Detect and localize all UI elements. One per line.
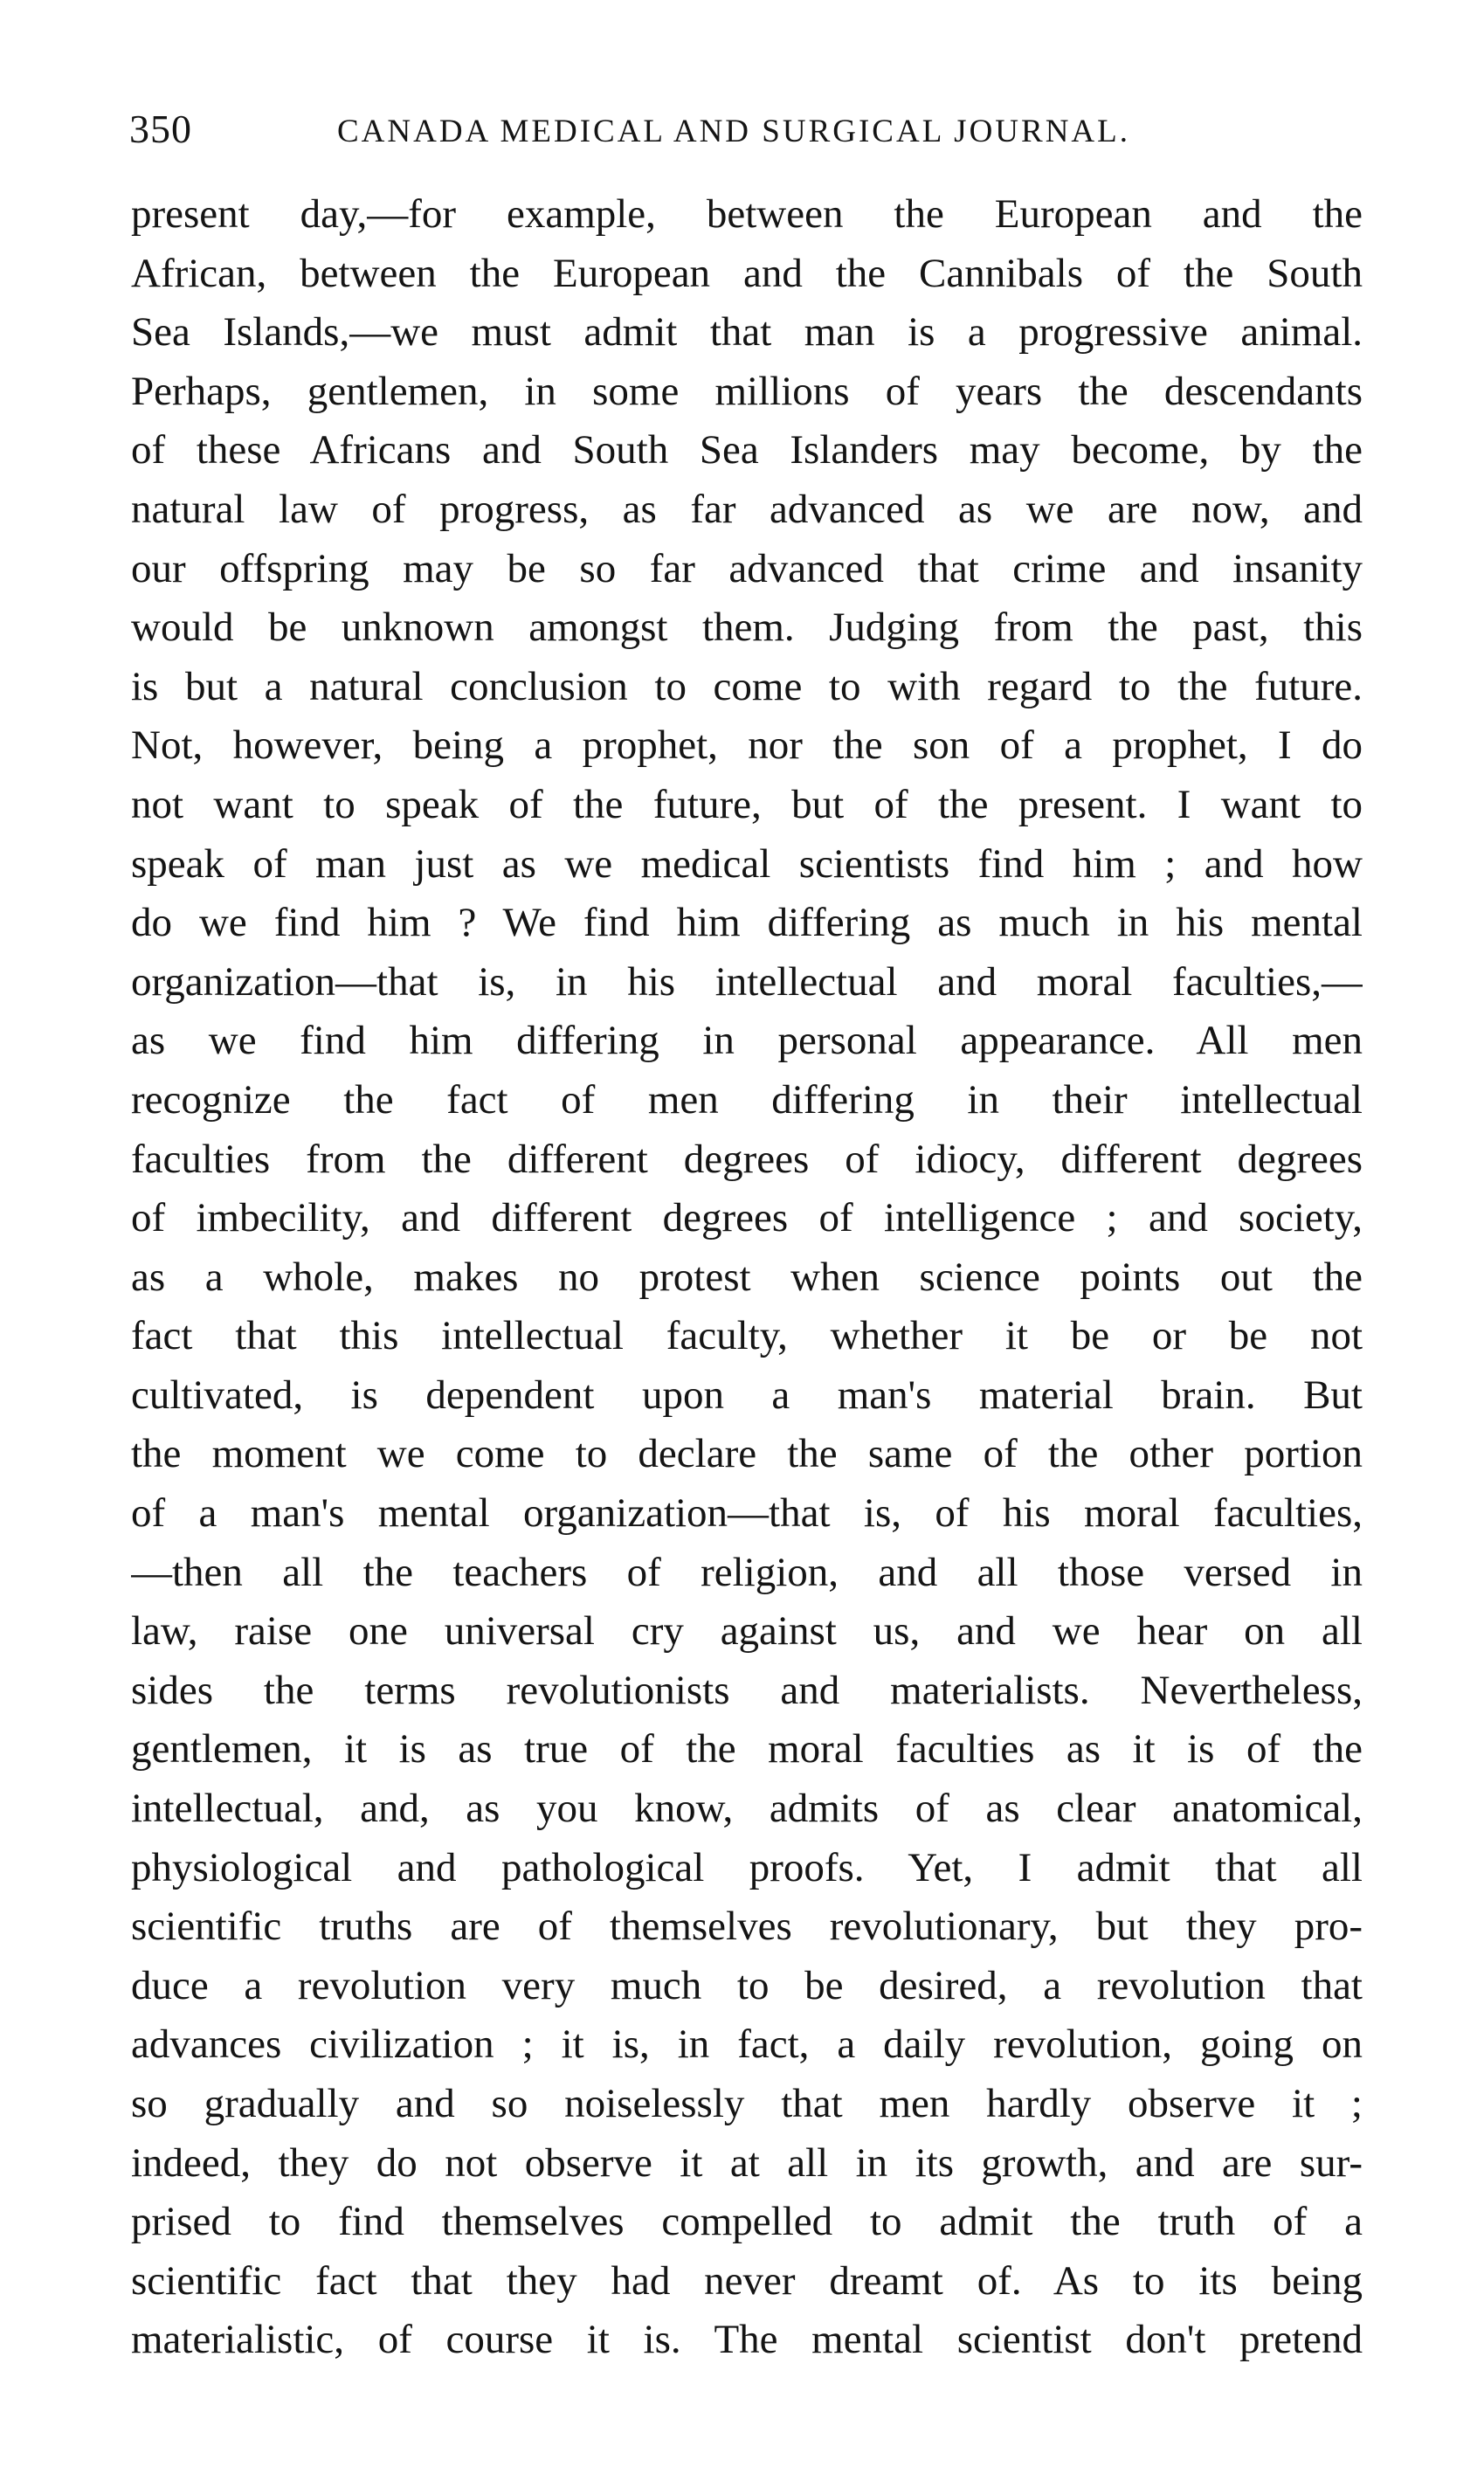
text-line: organization—that is, in his intellectual and moral faculties,— xyxy=(131,958,1363,1005)
text-line: gentlemen, it is as true of the moral faculties as it is of the xyxy=(131,1726,1363,1773)
journal-title: CANADA MEDICAL AND SURGICAL JOURNAL. xyxy=(337,114,1130,149)
text-line: of a man's mental organization—that is, of his moral faculties, xyxy=(131,1490,1363,1537)
text-line: as we find him differing in personal appearance. All men xyxy=(131,1018,1363,1064)
text-line: advances civilization ; it is, in fact, a daily revolution, going on xyxy=(131,2021,1363,2068)
text-line: African, between the European and the Cannibals of the South xyxy=(131,250,1363,296)
text-line: recognize the fact of men differing in their intellectual xyxy=(131,1076,1363,1123)
text-line: intellectual, and, as you know, admits of as clear anatomical, xyxy=(131,1786,1363,1832)
text-line: not want to speak of the future, but of the present. I want to xyxy=(131,781,1363,827)
text-line: is but a natural conclusion to come to with regard to the future. xyxy=(131,663,1363,709)
text-line: the moment we come to declare the same of the other portion xyxy=(131,1431,1363,1477)
text-line: law, raise one universal cry against us, and we hear on all xyxy=(131,1608,1363,1655)
text-line: would be unknown amongst them. Judging from the past, this xyxy=(131,605,1363,651)
text-line: cultivated, is dependent upon a man's material brain. But xyxy=(131,1372,1363,1418)
text-line: natural law of progress, as far advanced as we are now, and xyxy=(131,486,1363,532)
text-line: sides the terms revolutionists and materialists. Nevertheless, xyxy=(131,1667,1363,1713)
text-line: indeed, they do not observe it at all in its growth, and are sur- xyxy=(131,2139,1363,2186)
text-line: as a whole, makes no protest when science points out the xyxy=(131,1254,1363,1300)
text-line: do we find him ? We find him differing as much in his mental xyxy=(131,900,1363,946)
text-line: so gradually and so noiselessly that men hardly observe it ; xyxy=(131,2081,1363,2126)
text-line: of imbecility, and different degrees of intelligence ; and society, xyxy=(131,1195,1363,1241)
text-line: present day,—for example, between the European and the xyxy=(131,191,1363,237)
running-head xyxy=(129,103,1370,164)
text-line: scientific truths are of themselves revolutionary, but they pro- xyxy=(131,1904,1363,1950)
text-line: physiological and pathological proofs. Yet, I admit that all xyxy=(131,1844,1363,1890)
body-text xyxy=(131,185,1363,2370)
text-line: fact that this intellectual faculty, whether it be or be not xyxy=(131,1313,1363,1359)
page-number: 350 xyxy=(129,107,192,151)
text-line: prised to find themselves compelled to admit the truth of a xyxy=(131,2199,1363,2245)
text-line: of these Africans and South Sea Islanders may become, by the xyxy=(131,427,1363,473)
text-line: duce a revolution very much to be desired, a revolution that xyxy=(131,1962,1363,2008)
text-line: —then all the teachers of religion, and all those versed in xyxy=(131,1549,1363,1595)
text-line: Sea Islands,—we must admit that man is a progressive animal. xyxy=(131,309,1363,356)
text-line: faculties from the different degrees of idiocy, different degrees xyxy=(131,1136,1363,1182)
text-line: our offspring may be so far advanced that crime and insanity xyxy=(131,545,1363,591)
text-line: materialistic, of course it is. The mental scientist don't pretend xyxy=(131,2317,1363,2363)
text-line: Not, however, being a prophet, nor the son of a prophet, I do xyxy=(131,722,1363,769)
text-line: speak of man just as we medical scientists find him ; and how xyxy=(131,840,1363,887)
text-line: scientific fact that they had never dreamt of. As to its being xyxy=(131,2257,1363,2304)
text-line: Perhaps, gentlemen, in some millions of years the descendants xyxy=(131,368,1363,414)
